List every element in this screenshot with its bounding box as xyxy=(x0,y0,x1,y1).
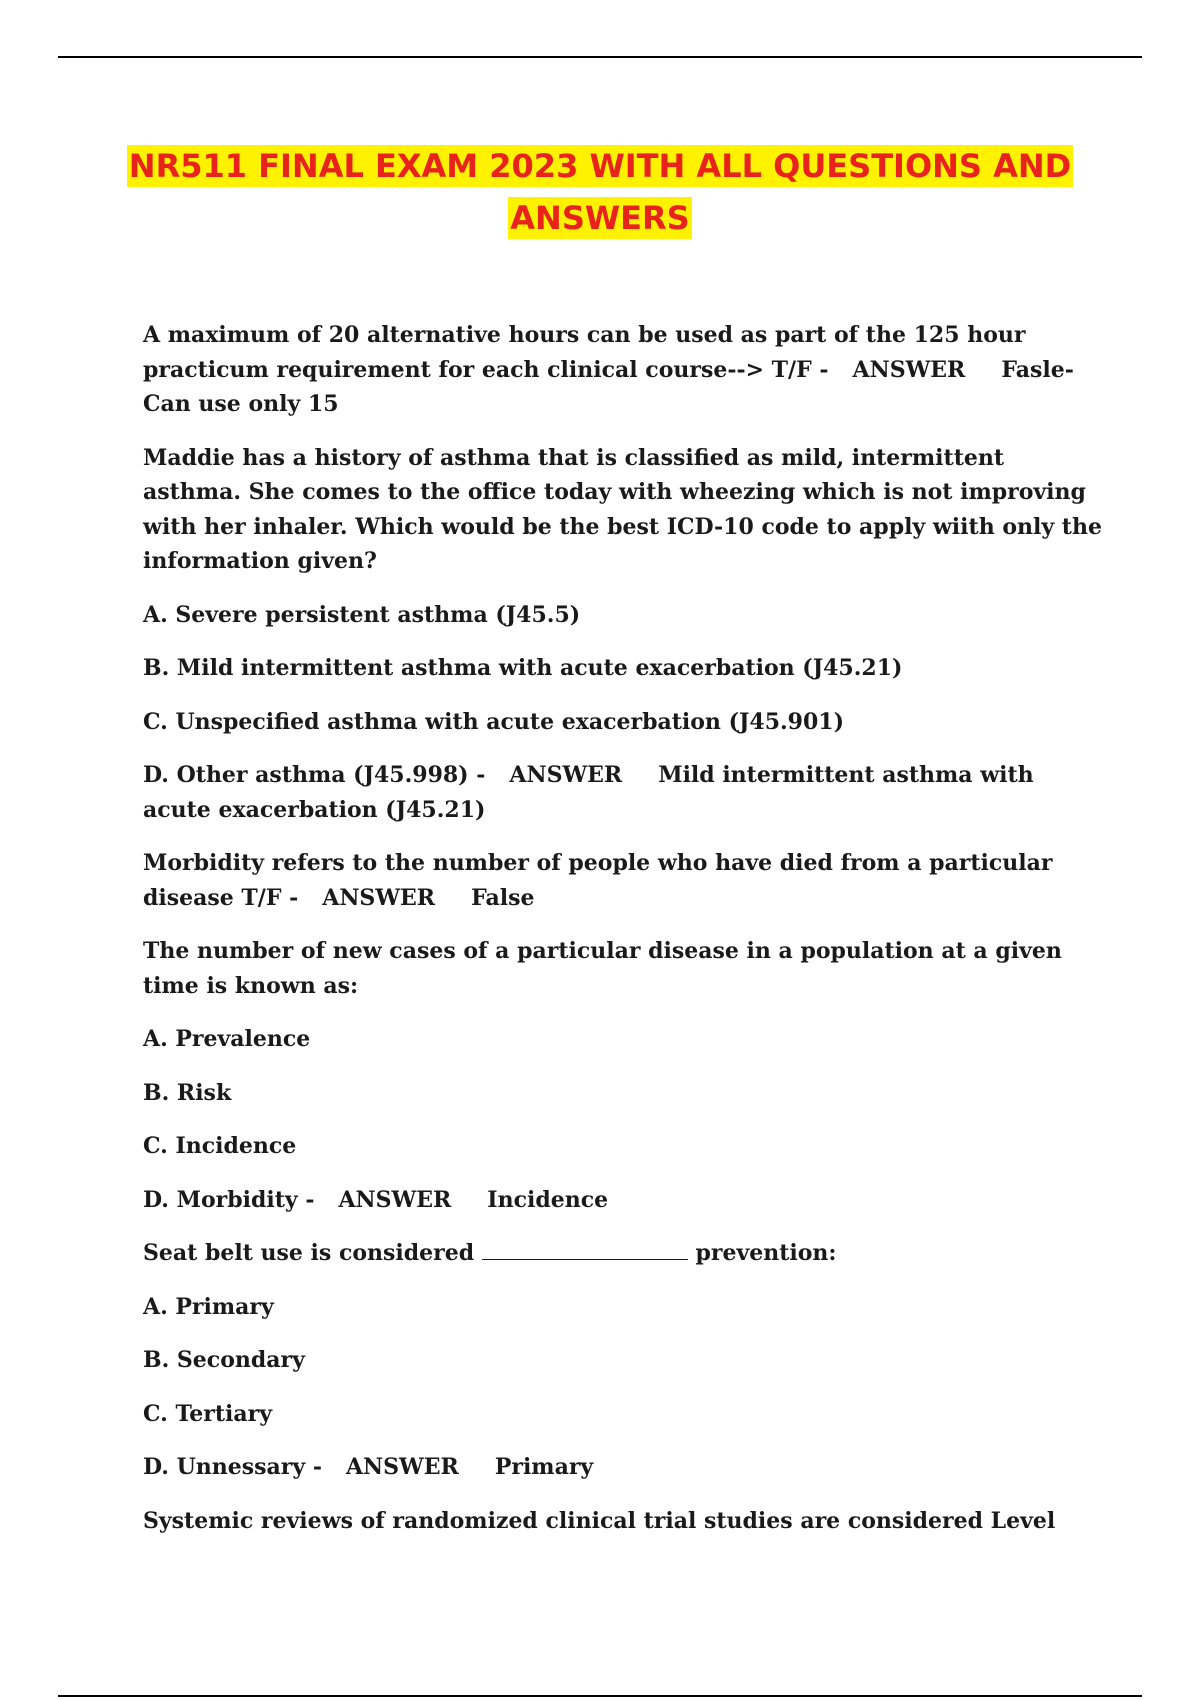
question-2 xyxy=(143,441,1103,579)
question-3 xyxy=(143,846,1103,915)
question-4-option-a: A. Prevalence xyxy=(143,1026,311,1052)
question-5-option-b: B. Secondary xyxy=(143,1347,305,1373)
question-6-text: Systemic reviews of randomized clinical trial studies are considered Level xyxy=(143,1507,1056,1534)
document-title xyxy=(0,140,1200,244)
question-1-answer: Fasle- Can use only 15 xyxy=(143,356,1074,417)
question-1 xyxy=(143,318,1103,422)
question-2-answer: Mild intermittent asthma with acute exacerbation (J45.21) xyxy=(143,762,1034,823)
question-4-option-c: C. Incidence xyxy=(143,1133,297,1159)
question-2-option-c: C. Unspecified asthma with acute exacerbation (J45.901) xyxy=(143,708,845,735)
question-4-answer: Incidence xyxy=(487,1186,609,1213)
footer-rule xyxy=(58,1695,1142,1697)
header-rule xyxy=(58,56,1142,58)
question-2-option-b: B. Mild intermittent asthma with acute exacerbation (J45.21) xyxy=(143,655,903,681)
answer-label: ANSWER xyxy=(852,356,966,383)
answer-label: ANSWER xyxy=(509,762,623,788)
document-body xyxy=(143,318,1103,1557)
question-5-answer: Primary xyxy=(494,1454,594,1480)
question-4-option-d xyxy=(143,1183,1103,1218)
question-2-text: Maddie has a history of asthma that is classified as mild, intermittent asthma. She comes to the office today with wheezing which is not improving with her inhaler. Which would be the best ICD-10 code to apply wiith only the information given? xyxy=(143,444,1102,574)
question-6 xyxy=(143,1504,1103,1539)
question-4-option-d-text: D. Morbidity - xyxy=(143,1186,315,1213)
question-4-option-b: B. Risk xyxy=(143,1079,232,1106)
question-4-text: The number of new cases of a particular disease in a population at a given time is known as: xyxy=(143,938,1062,999)
fill-in-blank xyxy=(482,1241,688,1260)
question-5-option-a: A. Primary xyxy=(143,1293,274,1320)
answer-label: ANSWER xyxy=(338,1186,452,1213)
question-3-text: Morbidity refers to the number of people who have died from a particular disease T/F - xyxy=(143,850,1053,911)
title-line-2: ANSWERS xyxy=(510,199,690,237)
answer-label: ANSWER xyxy=(345,1454,459,1480)
question-5-option-d xyxy=(143,1450,1103,1485)
question-5 xyxy=(143,1236,1103,1271)
question-5-option-d-text: D. Unnessary - xyxy=(143,1454,322,1480)
question-5-text-before: Seat belt use is considered xyxy=(143,1240,475,1266)
question-2-option-d xyxy=(143,758,1103,827)
question-3-answer: False xyxy=(471,884,535,911)
title-line-1: NR511 FINAL EXAM 2023 WITH ALL QUESTIONS AND xyxy=(128,147,1072,185)
question-4 xyxy=(143,934,1103,1003)
question-1-text: A maximum of 20 alternative hours can be used as part of the 125 hour practicum requirement for each clinical course--> T/F - xyxy=(143,322,1026,383)
question-2-option-d-text: D. Other asthma (J45.998) - xyxy=(143,762,486,788)
question-2-option-a: A. Severe persistent asthma (J45.5) xyxy=(143,601,581,628)
answer-label: ANSWER xyxy=(322,884,436,911)
question-5-text-after: prevention: xyxy=(695,1240,837,1266)
question-5-option-c: C. Tertiary xyxy=(143,1400,273,1427)
